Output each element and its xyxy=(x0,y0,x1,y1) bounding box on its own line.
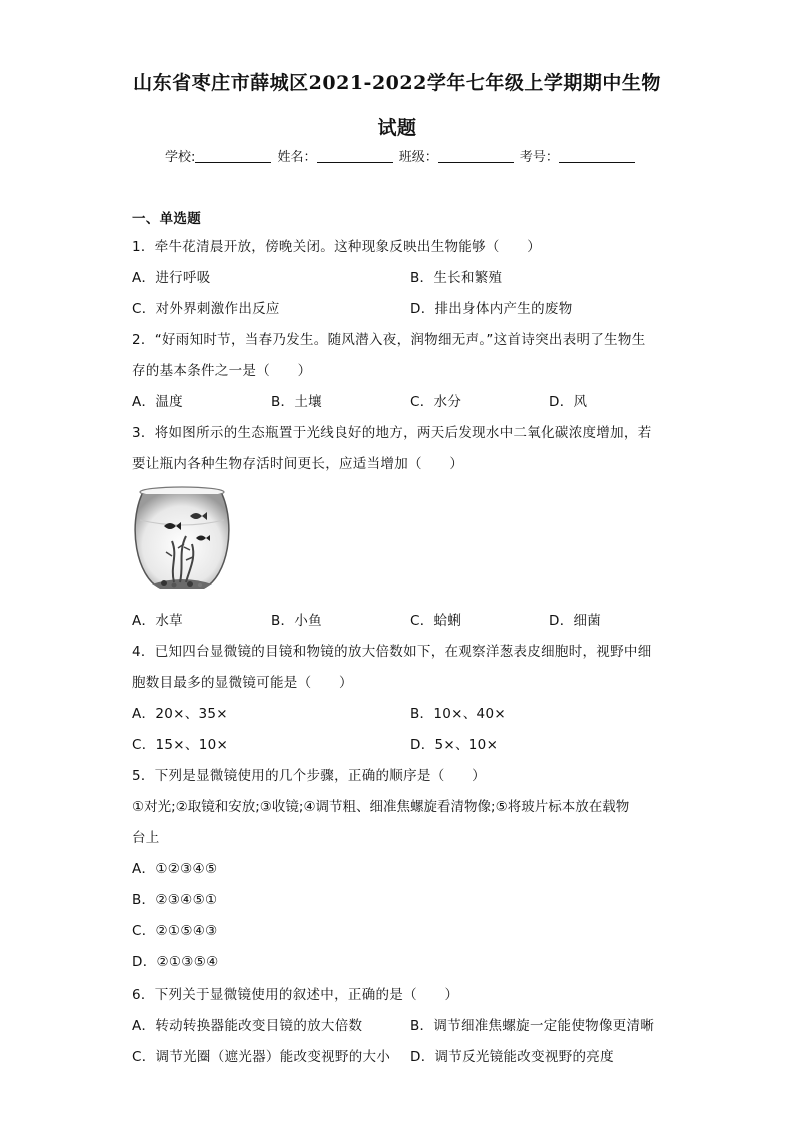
q4-option-b: B．10×、40× xyxy=(410,706,506,722)
q3-option-c: C．蛤蜊 xyxy=(410,613,462,629)
class-blank xyxy=(438,148,514,163)
q2-option-b: B．土壤 xyxy=(271,394,322,410)
question-5-stem: 5．下列是显微镜使用的几个步骤，正确的顺序是（ ） xyxy=(132,768,486,784)
q4-option-d: D．5×、10× xyxy=(410,737,499,753)
q1-option-c: C．对外界刺激作出反应 xyxy=(132,301,280,317)
name-label: 姓名： xyxy=(277,150,317,165)
exam-title-line1: 山东省枣庄市薛城区2021-2022学年七年级上学期期中生物 xyxy=(133,72,661,94)
q1-option-b: B．生长和繁殖 xyxy=(410,270,503,286)
class-label: 班级： xyxy=(398,150,438,165)
q6-option-c: C．调节光圈（遮光器）能改变视野的大小 xyxy=(132,1049,391,1065)
school-label: 学校: xyxy=(165,150,196,165)
q6-option-d: D．调节反光镜能改变视野的亮度 xyxy=(410,1049,614,1065)
q4-option-c: C．15×、10× xyxy=(132,737,229,753)
exam-title-line2: 试题 xyxy=(377,117,417,139)
question-3-stem-line1: 3．将如图所示的生态瓶置于光线良好的地方，两天后发现水中二氧化碳浓度增加，若 xyxy=(132,425,652,441)
question-3-stem-line2: 要让瓶内各种生物存活时间更长，应适当增加（ ） xyxy=(132,456,464,472)
q2-option-a: A．温度 xyxy=(132,394,183,410)
q2-option-c: C．水分 xyxy=(410,394,462,410)
name-blank xyxy=(317,148,393,163)
question-4-stem-line2: 胞数目最多的显微镜可能是（ ） xyxy=(132,675,353,691)
q4-option-a: A．20×、35× xyxy=(132,706,228,722)
question-2-stem-line1: 2．“好雨知时节，当春乃发生。随风潜入夜，润物细无声。”这首诗突出表明了生物生 xyxy=(132,332,646,348)
q2-option-d: D．风 xyxy=(549,394,588,410)
question-1-stem: 1．牵牛花清晨开放，傍晚关闭。这种现象反映出生物能够（ ） xyxy=(132,239,542,255)
ecological-bottle-image xyxy=(134,486,230,594)
q5-option-a: A．①②③④⑤ xyxy=(132,861,218,877)
q5-option-b: B．②③④⑤① xyxy=(132,892,218,908)
question-6-stem: 6．下列关于显微镜使用的叙述中，正确的是（ ） xyxy=(132,987,459,1003)
q3-option-a: A．水草 xyxy=(132,613,183,629)
section-title: 一、单选题 xyxy=(132,211,201,227)
q5-option-d: D．②①③⑤④ xyxy=(132,954,219,970)
student-info-row xyxy=(165,146,637,165)
q1-option-a: A．进行呼吸 xyxy=(132,270,211,286)
question-4-stem-line1: 4．已知四台显微镜的目镜和物镜的放大倍数如下，在观察洋葱表皮细胞时，视野中细 xyxy=(132,644,652,660)
school-blank xyxy=(195,148,271,163)
q6-option-a: A．转动转换器能改变目镜的放大倍数 xyxy=(132,1018,363,1034)
q3-option-b: B．小鱼 xyxy=(271,613,322,629)
q1-option-d: D．排出身体内产生的废物 xyxy=(410,301,573,317)
exam-number-label: 考号： xyxy=(519,150,559,165)
q6-option-b: B．调节细准焦螺旋一定能使物像更清晰 xyxy=(410,1018,655,1034)
exam-number-blank xyxy=(559,148,635,163)
q5-option-c: C．②①⑤④③ xyxy=(132,923,218,939)
q3-option-d: D．细菌 xyxy=(549,613,602,629)
question-5-steps-line1: ①对光;②取镜和安放;③收镜;④调节粗、细准焦螺旋看清物像;⑤将玻片标本放在载物 xyxy=(132,799,630,815)
question-5-steps-line2: 台上 xyxy=(132,830,160,846)
question-2-stem-line2: 存的基本条件之一是（ ） xyxy=(132,363,312,379)
